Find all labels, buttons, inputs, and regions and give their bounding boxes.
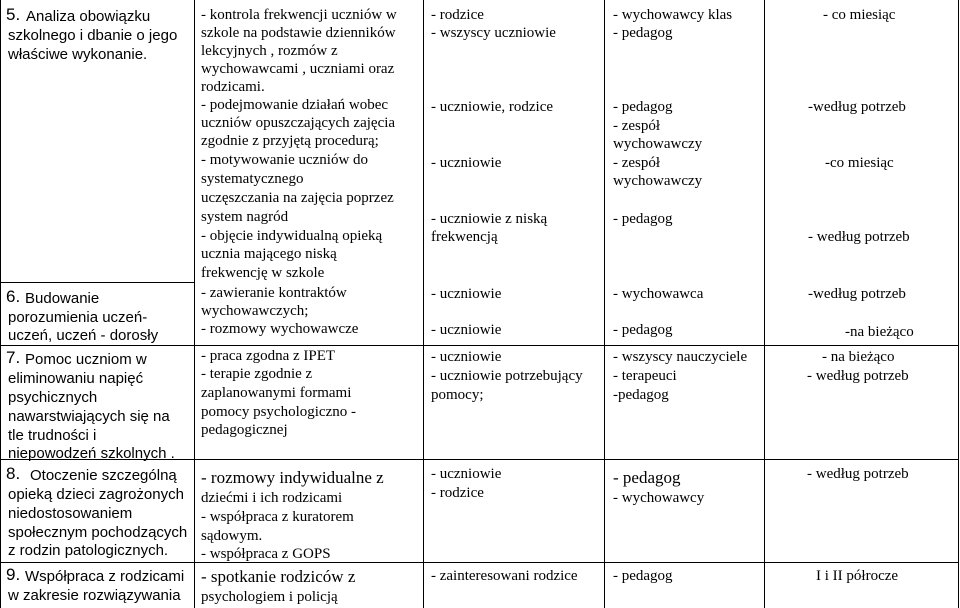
table-border-right xyxy=(958,0,959,608)
action-line: - kontrola frekwencji uczniów w xyxy=(201,7,397,23)
row-divider-6-7 xyxy=(0,345,959,346)
responsible-line: - pedagog xyxy=(613,322,673,338)
recipient-line: - uczniowie xyxy=(431,322,502,338)
action-line: systematycznego xyxy=(201,171,304,187)
responsible-line: - zespół xyxy=(613,118,661,134)
action-line: zgodnie z przyjętą procedurą; xyxy=(201,133,379,149)
task-text: społecznym pochodzących xyxy=(8,524,188,541)
schedule-line: - według potrzeb xyxy=(808,229,910,245)
task-number-5: 5. xyxy=(6,5,21,24)
action-line: ucznia mającego niską xyxy=(201,246,337,262)
responsible-line: - pedagog xyxy=(613,99,673,115)
action-line: - współpraca z GOPS xyxy=(201,546,331,562)
recipient-line: - uczniowie xyxy=(431,155,502,171)
responsible-line: - wychowawcy klas xyxy=(613,7,733,23)
recipient-line: - uczniowie xyxy=(431,286,502,302)
recipient-line: - rodzice xyxy=(431,7,484,23)
schedule-line: - co miesiąc xyxy=(823,7,896,23)
task-text: eliminowaniu napięć xyxy=(8,370,144,387)
action-line: zaplanowanymi formami xyxy=(201,385,352,401)
action-line: - praca zgodna z IPET xyxy=(201,348,336,364)
responsible-line: - wychowawca xyxy=(613,286,704,302)
table-divider-col3 xyxy=(604,0,605,608)
recipient-line: - rodzice xyxy=(431,485,484,501)
action-line: wychowawczych; xyxy=(201,303,309,319)
action-line: psychologiem i policją xyxy=(201,589,338,605)
schedule-line: - według potrzeb xyxy=(807,368,909,384)
task-text: porozumienia uczeń- xyxy=(8,309,148,326)
action-line: dziećmi i ich rodzicami xyxy=(201,490,343,506)
action-line: - motywowanie uczniów do xyxy=(201,152,369,168)
action-line: lekcyjnych , rozmów z xyxy=(201,43,338,59)
recipient-line: frekwencją xyxy=(431,229,498,245)
task-number-6: 6. xyxy=(6,287,21,306)
action-line: szkole na podstawie dzienników xyxy=(201,25,396,41)
table-divider-col1 xyxy=(194,0,195,608)
task-text: Otoczenie szczególną xyxy=(30,467,177,484)
schedule-line: - według potrzeb xyxy=(807,466,909,482)
action-line: - podejmowanie działań wobec xyxy=(201,97,389,113)
responsible-line: - zespół xyxy=(613,155,661,171)
responsible-line: -pedagog xyxy=(613,387,669,403)
recipient-line: - uczniowie z niską xyxy=(431,211,548,227)
action-line: frekwencję w szkole xyxy=(201,265,325,281)
task-text: Pomoc uczniom w xyxy=(25,351,147,368)
task-text: z rodzin patologicznych. xyxy=(8,542,169,559)
recipient-line: - uczniowie xyxy=(431,349,502,365)
task-text: uczeń, uczeń - dorosły xyxy=(8,327,159,344)
task-text: nawarstwiających się na xyxy=(8,408,170,425)
action-line: - rozmowy indywidualne z xyxy=(201,468,384,487)
schedule-line: -na bieżąco xyxy=(845,324,914,340)
schedule-line: -według potrzeb xyxy=(808,286,906,302)
responsible-line: - pedagog xyxy=(613,211,673,227)
action-line: system nagród xyxy=(201,209,289,225)
task-text: Analiza obowiązku xyxy=(26,8,151,25)
recipient-line: - zainteresowani rodzice xyxy=(431,568,578,584)
action-line: - współpraca z kuratorem xyxy=(201,509,354,525)
responsible-line: - pedagog xyxy=(613,468,681,487)
task-text: opieką dzieci zagrożonych xyxy=(8,486,184,503)
responsible-line: - pedagog xyxy=(613,568,673,584)
task-number-9: 9. xyxy=(6,565,21,584)
responsible-line: wychowawczy xyxy=(613,173,703,189)
task-text: psychicznych xyxy=(8,389,98,406)
action-line: pedagogicznej xyxy=(201,422,288,438)
schedule-line: - na bieżąco xyxy=(822,349,895,365)
task-text: niepowodzeń szkolnych . xyxy=(8,445,175,462)
action-line: rodzicami. xyxy=(201,79,265,95)
action-line: uczniów opuszczających zajęcia xyxy=(201,115,396,131)
action-line: - objęcie indywidualną opieką xyxy=(201,228,383,244)
action-line: pomocy psychologiczno - xyxy=(201,404,356,420)
responsible-line: - wychowawcy xyxy=(613,490,705,506)
schedule-line: -według potrzeb xyxy=(808,99,906,115)
task-text: właściwe wykonanie. xyxy=(8,46,148,63)
recipient-line: - uczniowie, rodzice xyxy=(431,99,554,115)
action-line: sądowym. xyxy=(201,528,263,544)
action-line: - rozmowy wychowawcze xyxy=(201,321,359,337)
action-line: - zawieranie kontraktów xyxy=(201,285,347,301)
task-text: tle trudności i xyxy=(8,427,97,444)
task-text: Budowanie xyxy=(25,290,100,307)
action-line: wychowawcami , uczniami oraz xyxy=(201,61,395,77)
responsible-line: - terapeuci xyxy=(613,368,677,384)
recipient-line: - wszyscy uczniowie xyxy=(431,25,556,41)
task-text: w zakresie rozwiązywania xyxy=(8,587,181,604)
table-border-left xyxy=(0,0,1,608)
task-number-8: 8. xyxy=(6,464,21,483)
row-divider-8-9 xyxy=(0,562,959,563)
task-text: szkolnego i dbanie o jego xyxy=(8,27,178,44)
responsible-line: - wszyscy nauczyciele xyxy=(613,349,748,365)
action-line: - spotkanie rodziców z xyxy=(201,567,356,586)
table-divider-col4 xyxy=(764,0,765,608)
table-divider-col2 xyxy=(423,0,424,608)
recipient-line: - uczniowie potrzebujący xyxy=(431,368,583,384)
task-text: Współpraca z rodzicami xyxy=(25,568,185,585)
task-text: niedostosowaniem xyxy=(8,505,133,522)
action-line: uczęszczania na zajęcia poprzez xyxy=(201,190,394,206)
responsible-line: wychowawczy xyxy=(613,136,703,152)
action-line: - terapie zgodnie z xyxy=(201,366,313,382)
responsible-line: - pedagog xyxy=(613,25,673,41)
schedule-line: -co miesiąc xyxy=(825,155,894,171)
schedule-line: I i II półrocze xyxy=(816,568,899,584)
row-divider-5-6 xyxy=(0,282,195,283)
task-number-7: 7. xyxy=(6,348,21,367)
recipient-line: pomocy; xyxy=(431,387,484,403)
recipient-line: - uczniowie xyxy=(431,466,502,482)
